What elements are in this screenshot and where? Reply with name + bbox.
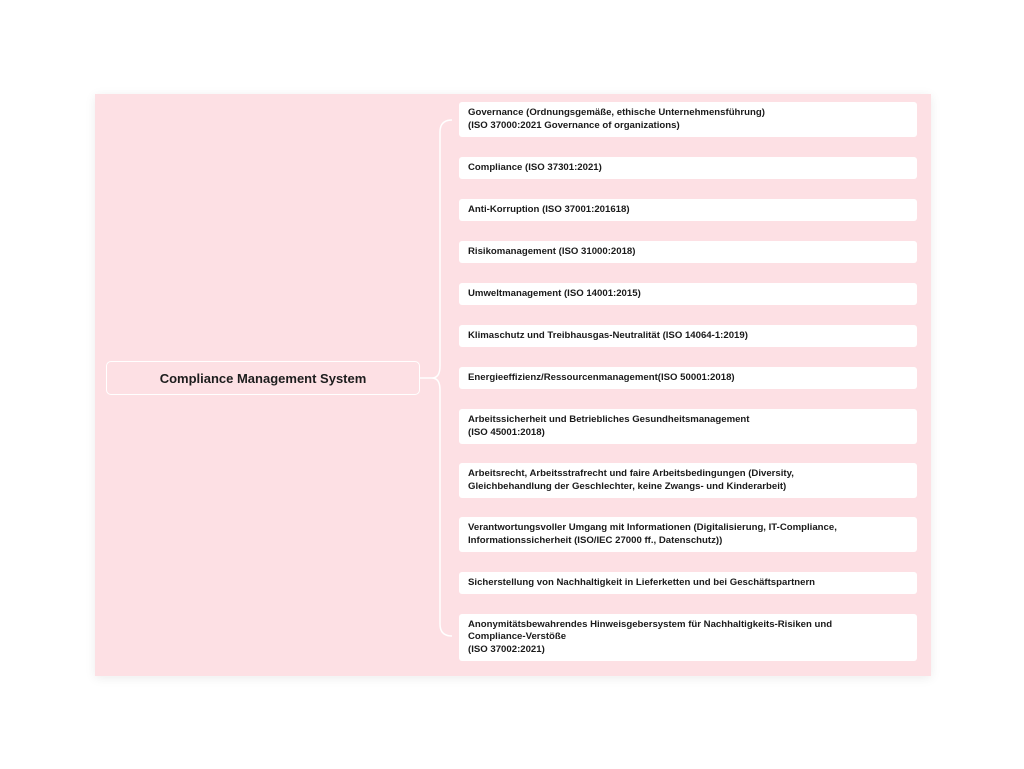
branch-label: Arbeitsrecht, Arbeitsstrafrecht und faire Arbeitsbedingungen (Diversity, Gleichbehandlung der Geschlechter, keine Zwangs- und Kinderarbeit)	[468, 468, 794, 492]
root-label: Compliance Management System	[159, 370, 367, 386]
branch-item-governance[interactable]	[459, 102, 917, 137]
branch-label: Anti-Korruption (ISO 37001:201618)	[468, 203, 630, 215]
branch-label: Sicherstellung von Nachhaltigkeit in Lieferketten und bei Geschäftspartnern	[468, 576, 816, 588]
branch-item-risikomanagement[interactable]	[459, 241, 917, 263]
root-node[interactable]	[106, 361, 420, 395]
branch-item-compliance[interactable]	[459, 157, 917, 179]
branch-label: Klimaschutz und Treibhausgas-Neutralität (ISO 14064-1:2019)	[468, 329, 748, 341]
branch-label: Governance (Ordnungsgemäße, ethische Unternehmensführung) (ISO 37000:2021 Governance of organizations)	[468, 107, 765, 131]
branch-item-energieeffizienz[interactable]	[459, 367, 917, 389]
branch-label: Arbeitssicherheit und Betriebliches Gesundheitsmanagement (ISO 45001:2018)	[468, 414, 750, 438]
branch-item-hinweisgebersystem[interactable]	[459, 614, 917, 661]
branch-label: Compliance (ISO 37301:2021)	[468, 161, 602, 173]
bracket-line	[432, 120, 452, 636]
branch-item-lieferketten[interactable]	[459, 572, 917, 594]
branch-item-informationen[interactable]	[459, 517, 917, 552]
branch-label: Energieeffizienz/Ressourcenmanagement(ISO 50001:2018)	[468, 371, 735, 383]
branch-item-anti-korruption[interactable]	[459, 199, 917, 221]
branch-item-umweltmanagement[interactable]	[459, 283, 917, 305]
branch-item-klimaschutz[interactable]	[459, 325, 917, 347]
branch-label: Risikomanagement (ISO 31000:2018)	[468, 245, 636, 257]
branch-label: Anonymitätsbewahrendes Hinweisgebersystem für Nachhaltigkeits-Risiken und Compliance-Verstöße (ISO 37002:2021)	[468, 618, 833, 655]
branch-label: Verantwortungsvoller Umgang mit Informationen (Digitalisierung, IT-Compliance, Informationssicherheit (ISO/IEC 27000 ff., Datenschutz))	[468, 522, 837, 546]
branch-item-arbeitsrecht[interactable]	[459, 463, 917, 498]
branch-label: Umweltmanagement (ISO 14001:2015)	[468, 287, 641, 299]
branch-item-arbeitssicherheit[interactable]	[459, 409, 917, 444]
